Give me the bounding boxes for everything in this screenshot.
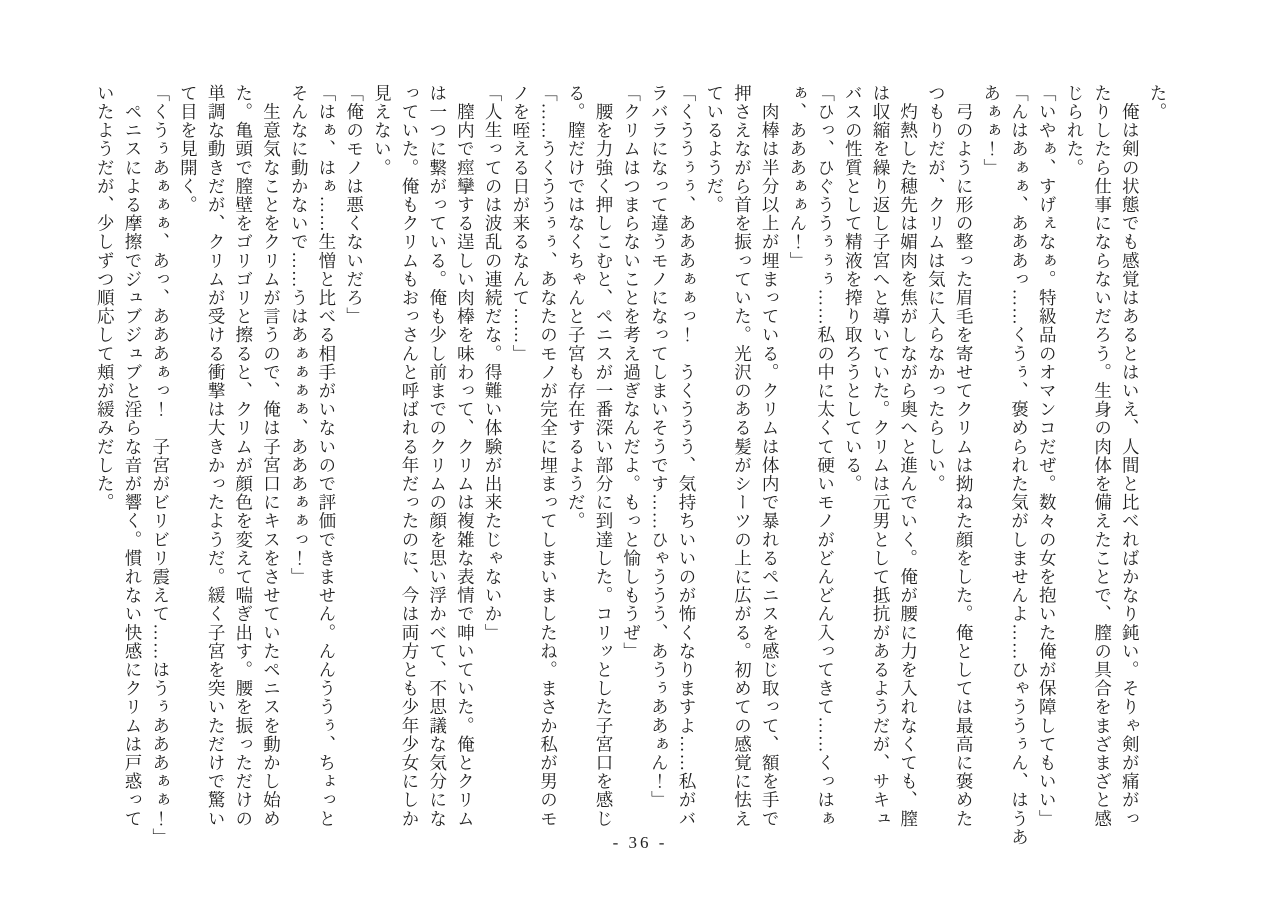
text-line: た。: [1148, 84, 1168, 122]
text-line: 「俺のモノは悪くないだろ」: [344, 84, 365, 326]
text-line: ているようだ。: [704, 84, 725, 215]
text-line: あぁぁ！」: [981, 84, 1002, 177]
text-line: て目を見開く。: [178, 84, 199, 215]
text-line: ぁ、あああぁぁん！」: [787, 84, 808, 270]
text-line: バスの性質として精液を搾り取ろうとしている。: [843, 84, 864, 494]
text-line: る。膣だけではなくちゃんと子宮も存在するようだ。: [566, 84, 587, 531]
text-line: 弓のように形の整った眉毛を寄せてクリムは拗ねた顔をした。俺としては最高に褒めた: [954, 84, 975, 828]
text-line: 「んはあぁぁ、あああっ……くうぅ、褒められた気がしませんよ……ひゃううぅん、はうあ: [1009, 84, 1030, 847]
text-line: 見えない。: [372, 84, 393, 177]
page-number: - 36 -: [612, 833, 668, 852]
text-line: は一つに繋がっている。俺も少し前までのクリムの顔を思い浮かべて、不思議な気分にな: [427, 84, 448, 828]
text-line: 生意気なことをクリムが言うので、俺は子宮口にキスをさせていたペニスを動かし始め: [261, 84, 282, 828]
text-line: 押さえながら首を振っていた。光沢のある髪がシーツの上に広がる。初めての感覚に怯え: [732, 84, 753, 828]
text-line: 「人生ってのは波乱の連続だな。得難い体験が出来たじゃないか」: [483, 84, 504, 642]
text-line: 単調な動きだが、クリムが受ける衝撃は大きかったようだ。緩く子宮を突いただけで驚い: [206, 84, 227, 828]
text-line: 腰を力強く押しこむと、ペニスが一番深い部分に到達した。コリッとした子宮口を感じ: [593, 84, 614, 828]
text-line: ラバラになって違うモノになってしまいそうです……ひゃううう、あうぅああぁん！」: [649, 84, 670, 810]
text-line: いたようだが、少しずつ順応して頬が緩みだした。: [95, 84, 116, 512]
text-line: ペニスによる摩擦でジュブジュブと淫らな音が響く。慣れない快感にクリムは戸惑って: [122, 84, 143, 828]
text-line: 「ひっ、ひぐううぅぅぅ……私の中に太くて硬いモノがどんどん入ってきて……くっはぁ: [815, 84, 836, 828]
text-line: 俺は剣の状態でも感覚はあるとはいえ、人間と比べればかなり鈍い。そりゃ剣が痛がっ: [1120, 84, 1141, 828]
text-line: そんなに動かないで……うはあぁぁぁぁ、あああぁぁっ！」: [289, 84, 310, 587]
text-line: 灼熱した穂先は媚肉を焦がしながら奥へと進んでいく。俺が腰に力を入れなくても、膣: [898, 84, 919, 828]
text-line: 「クリムはつまらないことを考え過ぎなんだよ。もっと愉しもうぜ」: [621, 84, 642, 661]
text-line: っていた。俺もクリムもおっさんと呼ばれる年だったのに、今は両方とも少年少女にしか: [400, 84, 421, 828]
text-line: たりしたら仕事にならないだろう。生身の肉体を備えたことで、膣の具合をまざまざと感: [1092, 84, 1113, 828]
text-line: 「……うくううぅぅ、あなたのモノが完全に埋まってしまいましたね。まさか私が男のモ: [538, 84, 559, 828]
text-line: 「はぁ、はぁ……生憎と比べる相手がいないので評価できません。んんううぅ、ちょっと: [316, 84, 337, 828]
text-line: 「くうぅあぁぁぁ、あっ、あああぁっ！ 子宮がビリビリ震えて……はうぅあああぁぁ！」: [150, 84, 171, 847]
text-line: 「いやぁ、すげぇなぁ。特級品のオマンコだぜ。数々の女を抱いた俺が保障してもいい」: [1037, 84, 1058, 828]
text-line: 「くううぅぅ、あああぁぁっ！ うくううう、気持ちいいのが怖くなりますよ……私がバ: [677, 84, 698, 828]
text-line: つもりだが、クリムは気に入らなかったらしい。: [926, 84, 947, 494]
text-line: じられた。: [1064, 84, 1085, 177]
text-line: は収縮を繰り返し子宮へと導いていた。クリムは元男として抵抗があるようだが、サキュ: [870, 84, 891, 828]
text-line: ノを咥える日が来るなんて……」: [510, 84, 531, 363]
text-line: 膣内で痙攣する逞しい肉棒を味わって、クリムは複雑な表情で呻いていた。俺とクリム: [455, 84, 476, 828]
text-line: た。亀頭で膣壁をゴリゴリと擦ると、クリムが顔色を変えて喘ぎ出す。腰を振っただけの: [233, 84, 254, 828]
text-line: 肉棒は半分以上が埋まっている。クリムは体内で暴れるペニスを感じ取って、額を手で: [760, 84, 781, 828]
